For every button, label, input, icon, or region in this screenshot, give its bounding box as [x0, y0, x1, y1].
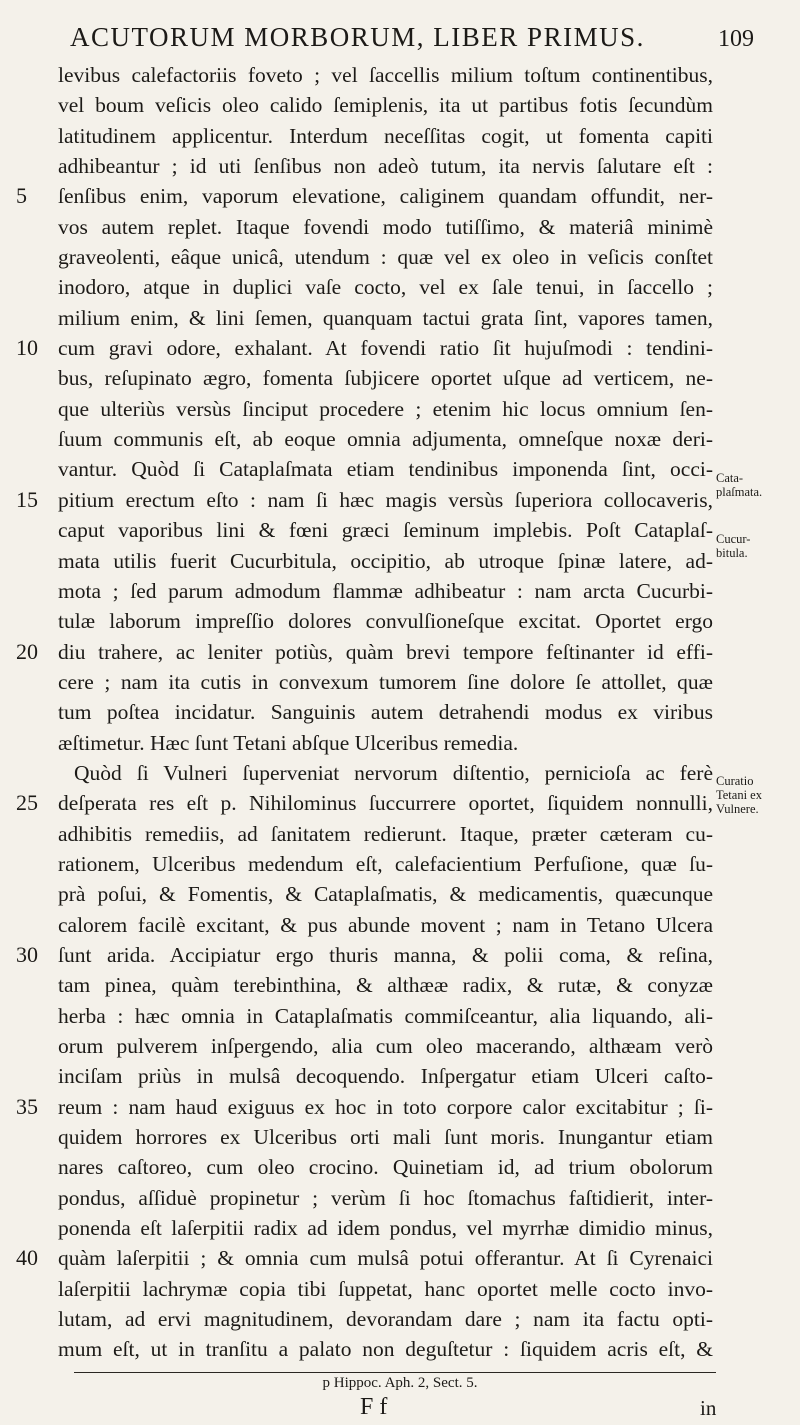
line-text: adhibitis remediis, ad ſanitatem redierunt. Itaque, præter cæteram cu-: [58, 821, 713, 846]
text-line: [0, 242, 800, 272]
line-text: inodoro, atque in duplici vaſe coctо, vel ex ſale tenui, in ſaccello ;: [58, 275, 713, 300]
text-line: [0, 667, 800, 697]
page-number: 109: [718, 26, 754, 52]
text-line: [0, 1334, 800, 1364]
line-number: 25: [16, 790, 38, 816]
text-line: [0, 1274, 800, 1304]
text-line: [0, 1183, 800, 1213]
text-line: [0, 333, 800, 363]
line-text: cere ; nam ita cutis in convexum tumorem ſine dolore ſe attollet, quæ: [58, 669, 713, 694]
text-line: [0, 576, 800, 606]
text-line: [0, 394, 800, 424]
running-head: [0, 18, 800, 58]
text-line: [0, 363, 800, 393]
page-title: ACUTORUM MORBORUM, LIBER PRIMUS.: [70, 22, 645, 52]
line-text: tulæ laborum impreſſio dolores convulſioneſque excitat. Oportet ergo: [58, 609, 713, 634]
line-text: calorem facilè excitant, & pus abunde movent ; nam in Tetano Ulcera: [58, 912, 713, 937]
text-line: [0, 819, 800, 849]
text-line: [0, 1031, 800, 1061]
text-line: [0, 1304, 800, 1334]
line-text: æſtimetur. Hæc ſunt Tetani abſque Ulceribus remedia.: [58, 730, 519, 755]
text-line: [0, 212, 800, 242]
line-text: mum eſt, ut in tranſitu a palato non deguſtetur : ſiquidem acris eſt, &: [58, 1337, 713, 1362]
text-line: [0, 1061, 800, 1091]
line-text: diu trahere, ac leniter potiùs, quàm brevi tempore feſtinanter id effi-: [58, 639, 713, 664]
text-line: [0, 788, 800, 818]
footnote-rule: [74, 1372, 716, 1373]
line-text: bus, reſupinato ægro, fomenta ſubjicere oportet uſque ad verticem, ne-: [58, 366, 713, 391]
text-line: [0, 121, 800, 151]
text-line: [0, 758, 800, 788]
line-text: caput vaporibus lini & fœni græci ſeminum implebis. Poſt Cataplaſ-: [58, 518, 713, 543]
line-text: pondus, aſſiduè propinetur ; verùm ſi hoc ſtomachus faſtidierit, inter-: [58, 1185, 713, 1210]
text-line: [0, 879, 800, 909]
line-text: latitudinem applicentur. Interdum neceſſitas cogit, ut fomenta capiti: [58, 123, 713, 148]
line-text: mata utilis fuerit Cucurbitula, occipitio, ab utroque ſpinæ latere, ad-: [58, 548, 713, 573]
line-text: ſuum communis eſt, ab eoque omnia adjumenta, omneſque noxæ deri-: [58, 427, 713, 452]
line-text: graveolenti, eâque unicâ, utendum : quæ vel ex oleo in veſicis conſtet: [58, 245, 713, 270]
footnote: p Hippoc. Aph. 2, Sect. 5.: [322, 1375, 478, 1391]
margin-note: Cata- plaſmata.: [716, 470, 763, 499]
line-number: 30: [16, 941, 38, 967]
text-line: [0, 515, 800, 545]
line-text: rationem, Ulceribus medendum eſt, calefacientium Perfuſione, quæ ſu-: [58, 851, 713, 876]
text-line: [0, 697, 800, 727]
line-text: laſerpitii lachrymæ copia tibi ſuppetat, hanc oportet melle coctо invo-: [58, 1276, 713, 1301]
margin-note: Curatio Tetani ex Vulnere.: [716, 774, 762, 817]
text-line: [0, 910, 800, 940]
text-line: [0, 151, 800, 181]
text-line: [0, 1213, 800, 1243]
catchword: in: [700, 1396, 717, 1420]
text-line: [0, 303, 800, 333]
text-line: [0, 60, 800, 90]
line-text: tam pinea, quàm terebinthina, & althææ radix, & rutæ, & conyzæ: [58, 973, 713, 998]
line-text: lutam, ad ervi magnitudinem, devorandam dare ; nam ita factu opti-: [58, 1307, 713, 1332]
text-line: [0, 728, 800, 758]
text-line: [0, 424, 800, 454]
line-text: milium enim, & lini ſemen, quanquam tactui grata ſint, vapores tamen,: [58, 305, 713, 330]
line-number: 35: [16, 1093, 38, 1119]
line-text: inciſam priùs in mulsâ decoquendo. Inſpergatur etiam Ulceri caſto-: [58, 1064, 713, 1089]
text-line: [0, 1243, 800, 1273]
line-text: vantur. Quòd ſi Cataplaſmata etiam tendinibus imponenda ſint, occi-: [58, 457, 713, 482]
text-line: [0, 454, 800, 484]
line-text: que ulteriùs versùs ſinciput procedere ; etenim hic locus omnium ſen-: [58, 396, 713, 421]
text-line: [0, 1152, 800, 1182]
line-text: cum gravi odore, exhalant. At fovendi ratio ſit hujuſmodi : tendini-: [58, 336, 713, 361]
text-line: [0, 940, 800, 970]
line-text: deſperata res eſt p. Nihilominus ſuccurrere oportet, ſiquidem nonnulli,: [58, 791, 713, 816]
line-text: quidem horrores ex Ulceribus orti mali ſunt moris. Inungantur etiam: [58, 1125, 713, 1150]
line-text: vel boum veſicis oleo calido ſemiplenis, ita ut partibus fotis ſecundùm: [58, 93, 713, 118]
line-text: orum pulverem inſpergendo, alia cum oleo macerando, althæam verò: [58, 1034, 713, 1058]
line-text: tum poſtea incidatur. Sanguinis autem detrahendi modus ex viribus: [58, 700, 713, 725]
text-line: [0, 1001, 800, 1031]
line-text: ſenſibus enim, vaporum elevatione, caliginem quandam offundit, ner-: [58, 184, 713, 209]
body-text: [0, 60, 800, 1365]
text-line: [0, 1092, 800, 1122]
line-text: herba : hæc omnia in Cataplaſmatis commiſceantur, alia liquando, ali-: [58, 1003, 713, 1028]
text-line: [0, 546, 800, 576]
line-number: 15: [16, 486, 38, 512]
line-number: 20: [16, 638, 38, 664]
text-line: [0, 849, 800, 879]
line-number: 10: [16, 335, 38, 361]
text-line: [0, 606, 800, 636]
text-line: [0, 272, 800, 302]
line-text: quàm laſerpitii ; & omnia cum mulsâ potui offerantur. At ſi Cyrenaici: [58, 1246, 713, 1271]
line-text: nares caſtoreo, cum oleo crocino. Quinetiam id, ad trium obolorum: [58, 1155, 713, 1180]
margin-note: Cucur- bitula.: [716, 531, 751, 560]
line-text: reum : nam haud exiguus ex hoc in toto corpore calor excitabitur ; ſi-: [58, 1094, 713, 1119]
text-line: [0, 970, 800, 1000]
line-text: adhibeantur ; id uti ſenſibus non adeò tutum, ita nervis ſalutare eſt :: [58, 154, 713, 179]
line-text: mota ; ſed parum admodum flammæ adhibeatur : nam arcta Cucurbi-: [58, 578, 713, 603]
signature-mark: Ff: [360, 1394, 394, 1420]
text-line: [0, 637, 800, 667]
line-text: ſunt arida. Accipiatur ergo thuris manna, & polii coma, & reſina,: [58, 942, 713, 967]
line-text: Quòd ſi Vulneri ſuperveniat nervorum diſtentio, pernicioſa ac ferè: [74, 760, 713, 785]
text-line: [0, 1122, 800, 1152]
text-line: [0, 90, 800, 120]
line-text: ponenda eſt laſerpitii radix ad idem pondus, vel myrrhæ dimidio minus,: [58, 1216, 713, 1241]
line-text: vos autem replet. Itaque fovendi modo tutiſſimo, & materiâ minimè: [58, 214, 713, 239]
text-line: [0, 485, 800, 515]
text-line: [0, 181, 800, 211]
line-number: 40: [16, 1245, 38, 1271]
line-text: pitium erectum eſto : nam ſi hæc magis versùs ſuperiora collocaveris,: [58, 487, 713, 512]
line-number: 5: [16, 183, 27, 209]
line-text: prà poſui, & Fomentis, & Cataplaſmatis, & medicamentis, quæcunque: [58, 882, 713, 907]
line-text: levibus calefactoriis foveto ; vel ſaccellis milium toſtum continentibus,: [58, 63, 713, 87]
